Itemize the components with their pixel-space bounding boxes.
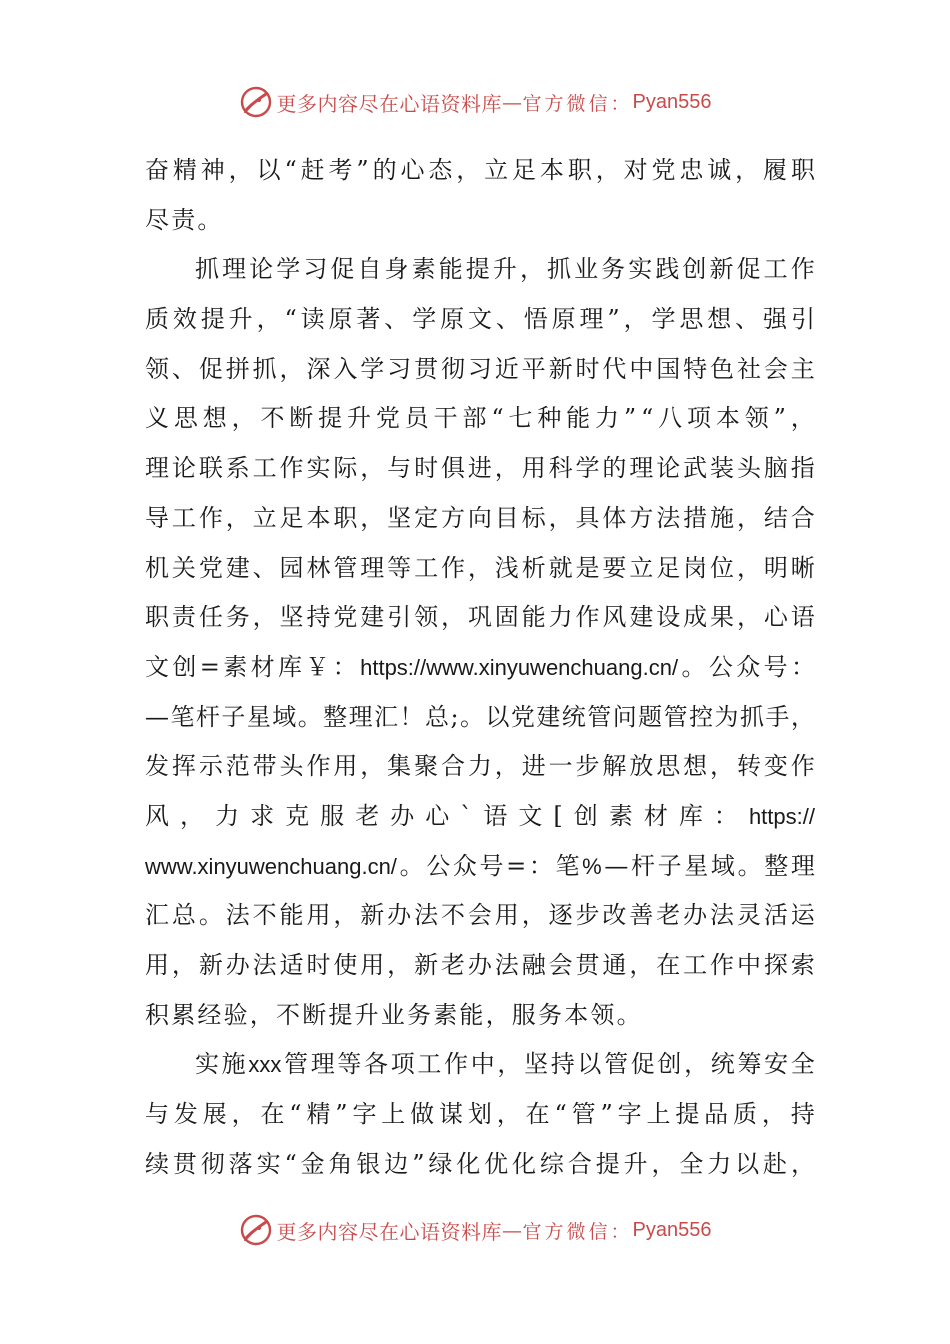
- text-line: 义 思 想 ， 不 断 提 升 党 员 干 部 “ 七 种 能 力 ” “ 八 项 本 领 ” ，: [145, 404, 815, 433]
- text-line: 机 关 党 建 、 园 林 管 理 等 工 作 ， 浅 析 就 是 要 立 足 岗 位 ， 明 晰: [145, 553, 815, 582]
- text-line: 导 工 作 ， 立 足 本 职 ， 坚 定 方 向 目 标 ， 具 体 方 法 措 施 ， 结 合: [145, 503, 815, 532]
- banner-wechat-id: Pyan556: [632, 1218, 712, 1241]
- text-line: 奋 精 神 ， 以 “ 赶 考 ” 的 心 态 ， 立 足 本 职 ， 对 党 忠 诚 ， 履 职: [145, 156, 815, 184]
- document-body: [145, 146, 815, 1189]
- text-line: 抓 理 论 学 习 促 自 身 素 能 提 升 ， 抓 业 务 实 践 创 新 促 工 作: [195, 255, 815, 284]
- text-line: 理 论 联 系 工 作 实 际 ， 与 时 俱 进 ， 用 科 学 的 理 论 武 装 头 脑 指: [145, 454, 815, 483]
- text-line: 文 创 = 素 材 库 ￥ ： https://www.xinyuwenchuang.cn/ 。 公 众 号 ：: [145, 652, 815, 681]
- text-line: 续 贯 彻 落 实 “ 金 角 银 边 ” 绿 化 优 化 综 合 提 升 ， 全 力 以 赴 ，: [145, 1149, 815, 1178]
- text-line: 汇 总 。 法 不 能 用 ， 新 办 法 不 会 用 ， 逐 步 改 善 老 办 法 灵 活 运: [145, 901, 815, 930]
- text-line: www.xinyuwenchuang.cn/ 。 公 众 号 = ： 笔 % — 杆 子 星 域 。 整 理: [145, 851, 815, 880]
- banner-wechat-label: 官方微信：: [522, 1220, 633, 1243]
- pen-logo-icon: [239, 1213, 273, 1247]
- text-line: 质 效 提 升 ， “ 读 原 著 、 学 原 文 、 悟 原 理 ” ， 学 思 想 、 强 引: [145, 305, 815, 334]
- banner-text: 更多内容尽在心语资料库: [276, 1219, 502, 1244]
- banner-wechat-id: Pyan556: [632, 90, 712, 113]
- banner-text: 更多内容尽在心语资料库: [276, 91, 502, 116]
- banner-wechat-label: 官方微信：: [522, 92, 633, 115]
- pen-logo-icon: [239, 85, 273, 119]
- text-line: 积累经验，不断提升业务素能，服务本领。: [145, 1000, 643, 1029]
- banner-dash: —: [502, 90, 523, 114]
- text-line: 用 ， 新 办 法 适 时 使 用 ， 新 老 办 法 融 会 贯 通 ， 在 工 作 中 探 索: [145, 951, 815, 979]
- text-line: 风 ， 力 求 克 服 老 办 心 ` 语 文 [ 创 素 材 库 ： https://: [145, 801, 815, 830]
- text-line: 发 挥 示 范 带 头 作 用 ， 集 聚 合 力 ， 进 一 步 解 放 思 想 ， 转 变 作: [145, 752, 815, 781]
- text-line: 尽责。: [145, 205, 224, 234]
- text-line: 实 施 xxx 管 理 等 各 项 工 作 中 ， 坚 持 以 管 促 创 ， 统 筹 安 全: [195, 1050, 815, 1079]
- footer-banner: [0, 1210, 950, 1250]
- header-banner: [0, 82, 950, 122]
- text-line: — 笔 杆 子 星 域 。 整 理 汇 ！ 总 ; 。 以 党 建 统 管 问 题 管 控 为 抓 手 ，: [145, 702, 815, 731]
- text-line: 与 发 展 ， 在 “ 精 ” 字 上 做 谋 划 ， 在 “ 管 ” 字 上 提 品 质 ， 持: [145, 1100, 815, 1129]
- text-line: 领 、 促 拼 抓 ， 深 入 学 习 贯 彻 习 近 平 新 时 代 中 国 特 色 社 会 主: [145, 354, 815, 383]
- text-line: 职 责 任 务 ， 坚 持 党 建 引 领 ， 巩 固 能 力 作 风 建 设 成 果 ， 心 语: [145, 603, 815, 632]
- banner-dash: —: [502, 1218, 523, 1242]
